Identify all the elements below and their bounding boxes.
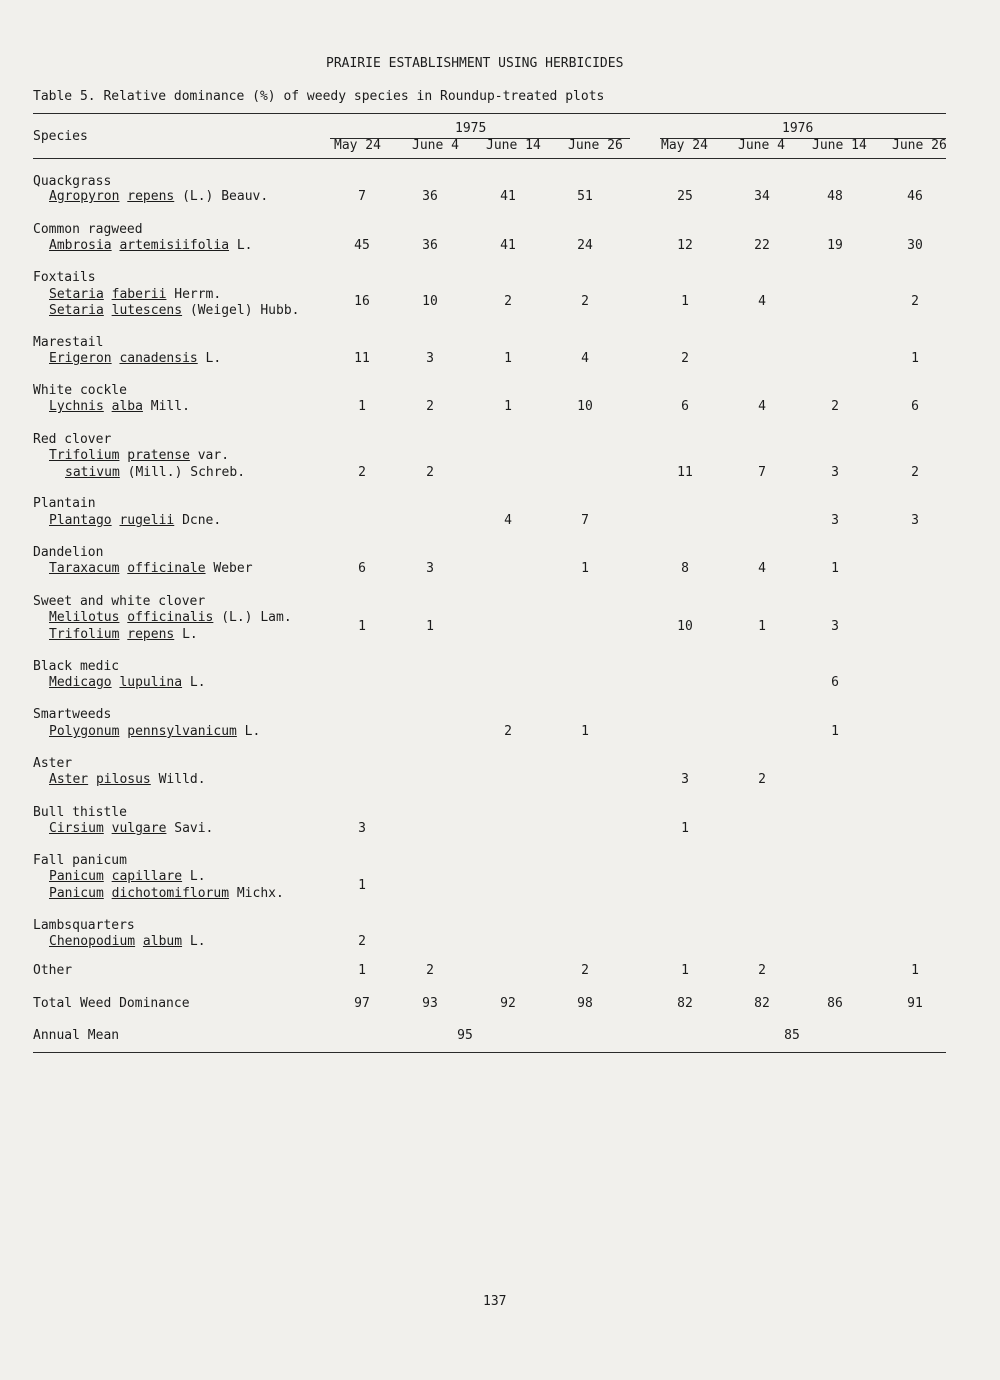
name-suffix: Dcne. <box>174 513 222 528</box>
species-row-value: 10 <box>422 294 438 309</box>
name-suffix: var. <box>189 448 230 463</box>
top-rule <box>33 113 946 114</box>
name-part: sativum <box>65 465 120 480</box>
species-row-value: 2 <box>831 399 839 414</box>
total-row-value: 93 <box>422 996 438 1011</box>
common-name: Red clover <box>33 432 112 447</box>
species-row-value: 4 <box>581 351 589 366</box>
common-name: Smartweeds <box>33 707 112 722</box>
name-part: Setaria <box>49 287 104 302</box>
total-row-value: 98 <box>577 996 593 1011</box>
scientific-name <box>49 869 206 884</box>
name-part: Chenopodium <box>49 934 136 949</box>
name-suffix <box>104 886 112 901</box>
common-name: Common ragweed <box>33 222 143 237</box>
species-row-value: 2 <box>358 934 366 949</box>
name-suffix: L. <box>197 351 222 366</box>
date-header-3: June 26 <box>568 138 623 153</box>
year-1975: 1975 <box>455 121 487 136</box>
name-part: rugelii <box>119 513 175 528</box>
name-suffix <box>104 303 112 318</box>
date-header-6: June 14 <box>812 138 867 153</box>
species-row-value: 1 <box>681 821 689 836</box>
bottom-rule <box>33 1052 946 1053</box>
name-part: repens <box>127 189 175 204</box>
name-suffix: Willd. <box>150 772 206 787</box>
name-part: vulgare <box>111 821 167 836</box>
annual-mean-value: 95 <box>457 1028 473 1043</box>
scientific-name <box>49 724 260 739</box>
name-suffix: Savi. <box>166 821 214 836</box>
species-row-value: 11 <box>677 465 693 480</box>
species-row-value: 30 <box>907 238 923 253</box>
species-row-value: 2 <box>426 465 434 480</box>
species-row-value: 8 <box>681 561 689 576</box>
scientific-name <box>49 934 206 949</box>
species-row-value: 36 <box>422 189 438 204</box>
total-row-value: 86 <box>827 996 843 1011</box>
scientific-name <box>49 561 253 576</box>
date-header-1: June 4 <box>412 138 459 153</box>
species-row-value: 1 <box>831 724 839 739</box>
species-row-value: 1 <box>358 619 366 634</box>
species-row-value: 2 <box>581 294 589 309</box>
species-row-value: 6 <box>681 399 689 414</box>
name-suffix: L. <box>174 627 198 642</box>
name-part: lupulina <box>119 675 183 690</box>
species-row-value: 2 <box>758 772 766 787</box>
name-suffix: L. <box>182 869 206 884</box>
name-suffix: (Mill.) Schreb. <box>119 465 246 480</box>
name-part: artemisiifolia <box>119 238 230 253</box>
species-row-value: 4 <box>504 513 512 528</box>
name-part: pratense <box>127 448 190 463</box>
species-row-value: 1 <box>504 351 512 366</box>
name-part: Trifolium <box>49 448 120 463</box>
scientific-name <box>49 189 268 204</box>
species-row-value: 2 <box>504 724 512 739</box>
scientific-name <box>49 610 292 625</box>
name-part: canadensis <box>119 351 198 366</box>
species-row-value: 10 <box>577 399 593 414</box>
species-row-value: 51 <box>577 189 593 204</box>
scientific-name <box>49 351 221 366</box>
species-row-value: 10 <box>677 619 693 634</box>
scientific-name <box>49 821 213 836</box>
species-row-value: 46 <box>907 189 923 204</box>
scientific-name <box>49 513 221 528</box>
name-part: capillare <box>111 869 183 884</box>
date-header-0: May 24 <box>334 138 381 153</box>
species-row-value: 2 <box>426 399 434 414</box>
other-row-value: 1 <box>681 963 689 978</box>
name-suffix: Weber <box>205 561 253 576</box>
species-row-value: 3 <box>831 619 839 634</box>
name-part: Aster <box>49 772 89 787</box>
scientific-name <box>49 627 198 642</box>
name-suffix <box>104 287 112 302</box>
species-row-value: 1 <box>911 351 919 366</box>
name-part: dichotomiflorum <box>111 886 230 901</box>
other-row-value: 2 <box>426 963 434 978</box>
name-part: Panicum <box>49 869 104 884</box>
species-row-value: 16 <box>354 294 370 309</box>
total-row-value: 91 <box>907 996 923 1011</box>
species-row-value: 7 <box>581 513 589 528</box>
name-suffix: (L.) Lam. <box>213 610 292 625</box>
species-row-value: 6 <box>831 675 839 690</box>
total-label: Total Weed Dominance <box>33 996 190 1011</box>
name-part: pennsylvanicum <box>127 724 237 739</box>
name-part: Setaria <box>49 303 104 318</box>
annual-mean-value: 85 <box>784 1028 800 1043</box>
annual-label: Annual Mean <box>33 1028 120 1043</box>
common-name: Fall panicum <box>33 853 127 868</box>
species-row-value: 41 <box>500 189 516 204</box>
scientific-name <box>49 287 221 302</box>
species-row-value: 4 <box>758 561 766 576</box>
total-row-value: 82 <box>677 996 693 1011</box>
date-header-2: June 14 <box>486 138 541 153</box>
species-row-value: 4 <box>758 294 766 309</box>
species-row-value: 2 <box>681 351 689 366</box>
species-row-value: 1 <box>358 399 366 414</box>
species-row-value: 6 <box>911 399 919 414</box>
common-name: Foxtails <box>33 270 96 285</box>
common-name: Aster <box>33 756 73 771</box>
name-suffix <box>88 772 96 787</box>
species-row-value: 3 <box>426 351 434 366</box>
common-name: Plantain <box>33 496 96 511</box>
name-suffix: L. <box>182 675 206 690</box>
total-row-value: 82 <box>754 996 770 1011</box>
species-row-value: 6 <box>358 561 366 576</box>
other-row-value: 2 <box>758 963 766 978</box>
common-name: Bull thistle <box>33 805 127 820</box>
species-row-value: 3 <box>911 513 919 528</box>
species-row-value: 2 <box>358 465 366 480</box>
species-row-value: 3 <box>831 465 839 480</box>
date-header-4: May 24 <box>661 138 708 153</box>
common-name: White cockle <box>33 383 127 398</box>
species-row-value: 11 <box>354 351 370 366</box>
common-name: Quackgrass <box>33 174 112 189</box>
common-name: Lambsquarters <box>33 918 135 933</box>
name-suffix <box>104 821 112 836</box>
other-label: Other <box>33 963 73 978</box>
scientific-name <box>49 886 284 901</box>
species-row-value: 48 <box>827 189 843 204</box>
scientific-name <box>49 238 253 253</box>
common-name: Sweet and white clover <box>33 594 206 609</box>
species-row-value: 2 <box>911 465 919 480</box>
running-head: PRAIRIE ESTABLISHMENT USING HERBICIDES <box>326 56 624 71</box>
table-caption: Table 5. Relative dominance (%) of weedy species in Roundup-treated plots <box>33 89 605 104</box>
species-row-value: 3 <box>426 561 434 576</box>
species-row-value: 3 <box>681 772 689 787</box>
name-suffix: L. <box>236 724 261 739</box>
common-name: Dandelion <box>33 545 104 560</box>
species-row-value: 7 <box>358 189 366 204</box>
scientific-name <box>49 448 229 463</box>
name-part: album <box>142 934 183 949</box>
name-suffix: L. <box>182 934 206 949</box>
scientific-name <box>65 465 245 480</box>
scientific-name <box>49 772 206 787</box>
species-row-value: 45 <box>354 238 370 253</box>
name-part: Ambrosia <box>49 238 112 253</box>
species-row-value: 1 <box>504 399 512 414</box>
date-header-7: June 26 <box>892 138 947 153</box>
total-row-value: 92 <box>500 996 516 1011</box>
species-row-value: 22 <box>754 238 770 253</box>
name-suffix: (L.) Beauv. <box>174 189 269 204</box>
species-row-value: 1 <box>681 294 689 309</box>
name-part: repens <box>127 627 175 642</box>
species-row-value: 1 <box>581 724 589 739</box>
species-row-value: 1 <box>758 619 766 634</box>
other-row-value: 1 <box>358 963 366 978</box>
name-part: Trifolium <box>49 627 120 642</box>
species-row-value: 36 <box>422 238 438 253</box>
date-header-5: June 4 <box>738 138 785 153</box>
name-part: Agropyron <box>49 189 120 204</box>
header-bottom-rule <box>33 158 946 159</box>
other-row-value: 1 <box>911 963 919 978</box>
name-suffix: Mill. <box>142 399 190 414</box>
common-name: Black medic <box>33 659 120 674</box>
species-row-value: 4 <box>758 399 766 414</box>
other-row-value: 2 <box>581 963 589 978</box>
species-row-value: 3 <box>831 513 839 528</box>
name-part: Erigeron <box>49 351 112 366</box>
species-row-value: 24 <box>577 238 593 253</box>
name-part: Melilotus <box>49 610 120 625</box>
name-suffix <box>104 869 112 884</box>
species-header: Species <box>33 129 88 144</box>
species-row-value: 1 <box>426 619 434 634</box>
name-suffix <box>104 399 112 414</box>
species-row-value: 1 <box>358 878 366 893</box>
year-1976: 1976 <box>782 121 814 136</box>
species-row-value: 2 <box>504 294 512 309</box>
species-row-value: 3 <box>358 821 366 836</box>
name-part: alba <box>111 399 143 414</box>
name-part: Cirsium <box>49 821 104 836</box>
species-row-value: 7 <box>758 465 766 480</box>
name-part: Taraxacum <box>49 561 120 576</box>
common-name: Marestail <box>33 335 104 350</box>
name-part: Medicago <box>49 675 112 690</box>
scientific-name <box>49 303 299 318</box>
name-part: Plantago <box>49 513 112 528</box>
name-part: pilosus <box>95 772 151 787</box>
name-suffix <box>135 934 143 949</box>
species-row-value: 1 <box>831 561 839 576</box>
name-suffix: Herrm. <box>166 287 222 302</box>
species-row-value: 25 <box>677 189 693 204</box>
name-part: faberii <box>111 287 167 302</box>
name-suffix: Michx. <box>229 886 284 901</box>
species-row-value: 1 <box>581 561 589 576</box>
scientific-name <box>49 675 206 690</box>
page-number: 137 <box>483 1294 507 1309</box>
total-row-value: 97 <box>354 996 370 1011</box>
species-row-value: 34 <box>754 189 770 204</box>
scientific-name <box>49 399 190 414</box>
name-part: officinale <box>127 561 206 576</box>
name-part: Panicum <box>49 886 104 901</box>
name-part: Lychnis <box>49 399 104 414</box>
name-part: lutescens <box>111 303 183 318</box>
species-row-value: 41 <box>500 238 516 253</box>
name-suffix: L. <box>229 238 253 253</box>
name-part: officinalis <box>127 610 214 625</box>
species-row-value: 2 <box>911 294 919 309</box>
name-suffix: (Weigel) Hubb. <box>182 303 300 318</box>
species-row-value: 12 <box>677 238 693 253</box>
species-row-value: 19 <box>827 238 843 253</box>
name-part: Polygonum <box>49 724 120 739</box>
